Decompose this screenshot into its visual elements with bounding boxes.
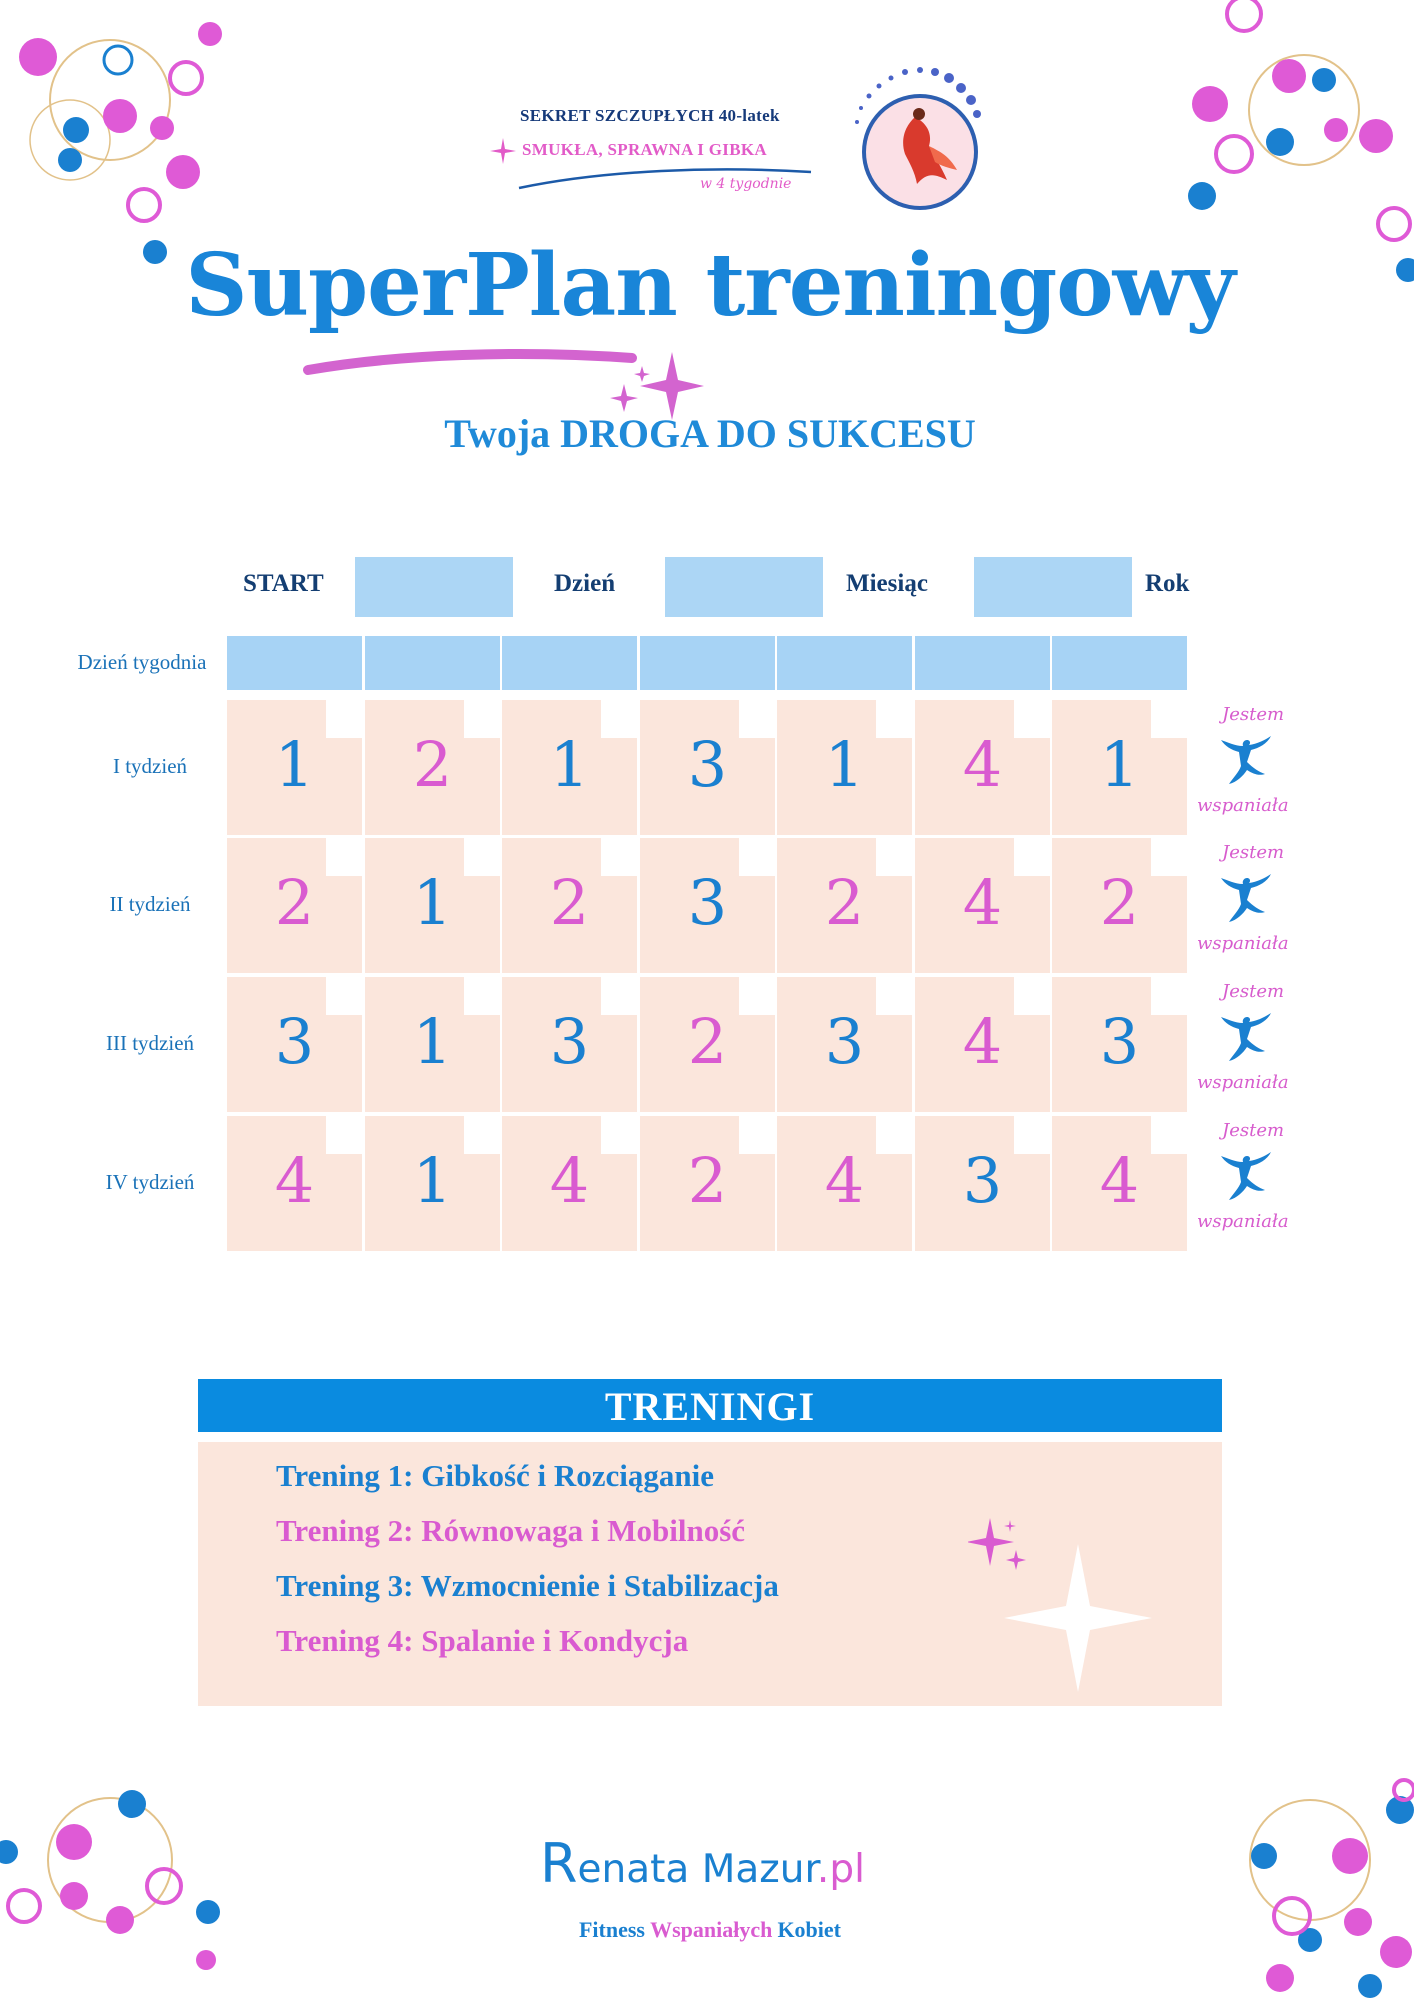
training-number: 2 (1099, 866, 1140, 939)
training-number: 3 (1099, 1005, 1140, 1078)
plan-cell[interactable] (1052, 838, 1187, 973)
dancer-icon (1217, 1011, 1277, 1071)
plan-cell[interactable] (502, 838, 637, 973)
training-number: 4 (549, 1144, 590, 1217)
kicker-small: w 4 tygodnie (700, 176, 792, 192)
training-number: 3 (274, 1005, 315, 1078)
plan-cell[interactable] (1052, 977, 1187, 1112)
kicker-top: SEKRET SZCZUPŁYCH 40-latek (520, 106, 780, 125)
sparkle-cluster-icon (968, 1514, 1188, 1694)
week-row-label: III tydzień (105, 1031, 195, 1055)
plan-cell[interactable] (365, 700, 500, 835)
dancer-icon (1217, 872, 1277, 932)
brand-logo (540, 1832, 880, 1895)
training-number: 3 (962, 1144, 1003, 1217)
kicker-mid: SMUKŁA, SPRAWNA I GIBKA (522, 140, 767, 159)
training-number: 2 (687, 1144, 728, 1217)
page-subtitle: Twoja DROGA DO SUKCESU (444, 411, 976, 456)
confetti-bottom-right (1160, 1730, 1414, 2000)
plan-cell[interactable] (227, 1116, 362, 1251)
year-label: Rok (1145, 570, 1190, 597)
training-number: 1 (1099, 728, 1140, 801)
training-number: 4 (962, 866, 1003, 939)
training-number: 4 (962, 1005, 1003, 1078)
badge-bottom-text: wspaniała (1197, 795, 1289, 816)
badge-top-text: Jestem (1222, 842, 1285, 863)
training-item-2: Trening 2: Równowaga i Mobilność (276, 1513, 746, 1548)
plan-cell[interactable] (915, 838, 1050, 973)
brand-name: enata Mazur (577, 1847, 817, 1892)
training-number: 3 (687, 866, 728, 939)
start-label: START (243, 570, 324, 597)
training-number: 4 (962, 728, 1003, 801)
training-item-4: Trening 4: Spalanie i Kondycja (276, 1623, 689, 1658)
trainings-panel (198, 1442, 1222, 1706)
plan-cell[interactable] (502, 977, 637, 1112)
training-number: 1 (549, 728, 590, 801)
training-number: 1 (824, 728, 865, 801)
trainings-heading: TRENINGI (198, 1379, 1222, 1432)
tagline-word-1: Fitness (578, 1917, 645, 1942)
plan-cell[interactable] (777, 977, 912, 1112)
training-item-3: Trening 3: Wzmocnienie i Stabilizacja (276, 1568, 779, 1603)
plan-cell[interactable] (1052, 1116, 1187, 1251)
plan-cell[interactable] (227, 700, 362, 835)
brand-r: R (540, 1832, 578, 1895)
training-number: 4 (274, 1144, 315, 1217)
brand-tagline (540, 1917, 880, 1943)
training-number: 2 (549, 866, 590, 939)
plan-cell[interactable] (915, 977, 1050, 1112)
plan-cell[interactable] (777, 700, 912, 835)
training-number: 1 (412, 866, 453, 939)
training-number: 4 (1099, 1144, 1140, 1217)
plan-cell[interactable] (640, 977, 775, 1112)
tagline-word-2: Wspaniałych (650, 1917, 773, 1942)
plan-cell[interactable] (1052, 700, 1187, 835)
training-number: 1 (412, 1005, 453, 1078)
training-number: 1 (274, 728, 315, 801)
training-number: 2 (687, 1005, 728, 1078)
plan-cell[interactable] (227, 838, 362, 973)
week-row-label: II tydzień (109, 892, 191, 916)
plan-cell[interactable] (915, 700, 1050, 835)
confetti-bottom-left (0, 1720, 280, 2000)
plan-cell[interactable] (777, 1116, 912, 1251)
badge-top-text: Jestem (1222, 1120, 1285, 1141)
plan-cell[interactable] (640, 700, 775, 835)
plan-cell[interactable] (365, 977, 500, 1112)
training-number: 2 (824, 866, 865, 939)
badge-bottom-text: wspaniała (1197, 1072, 1289, 1093)
training-item-1: Trening 1: Gibkość i Rozciąganie (276, 1458, 715, 1493)
dancer-icon (1217, 1150, 1277, 1210)
training-number: 2 (412, 728, 453, 801)
training-number: 3 (824, 1005, 865, 1078)
badge-top-text: Jestem (1222, 704, 1285, 725)
training-number: 3 (687, 728, 728, 801)
plan-cell[interactable] (915, 1116, 1050, 1251)
day-of-week-label: Dzień tygodnia (77, 650, 207, 674)
dancer-icon (1217, 734, 1277, 794)
plan-cell[interactable] (777, 838, 912, 973)
badge-top-text: Jestem (1222, 981, 1285, 1002)
plan-cell[interactable] (640, 838, 775, 973)
month-label: Miesiąc (846, 570, 928, 597)
training-number: 2 (274, 866, 315, 939)
training-number: 4 (824, 1144, 865, 1217)
week-row-label: I tydzień (112, 754, 188, 778)
plan-cell[interactable] (227, 977, 362, 1112)
plan-cell[interactable] (365, 1116, 500, 1251)
page-title: SuperPlan treningowy (185, 235, 1235, 336)
plan-cell[interactable] (365, 838, 500, 973)
plan-cell[interactable] (640, 1116, 775, 1251)
day-label: Dzień (554, 570, 616, 597)
training-number: 1 (412, 1144, 453, 1217)
training-number: 3 (549, 1005, 590, 1078)
badge-bottom-text: wspaniała (1197, 1211, 1289, 1232)
badge-bottom-text: wspaniała (1197, 933, 1289, 954)
plan-cell[interactable] (502, 700, 637, 835)
brand-tld: .pl (816, 1847, 865, 1892)
week-row-label: IV tydzień (105, 1170, 195, 1194)
plan-cell[interactable] (502, 1116, 637, 1251)
tagline-word-3: Kobiet (777, 1917, 841, 1942)
